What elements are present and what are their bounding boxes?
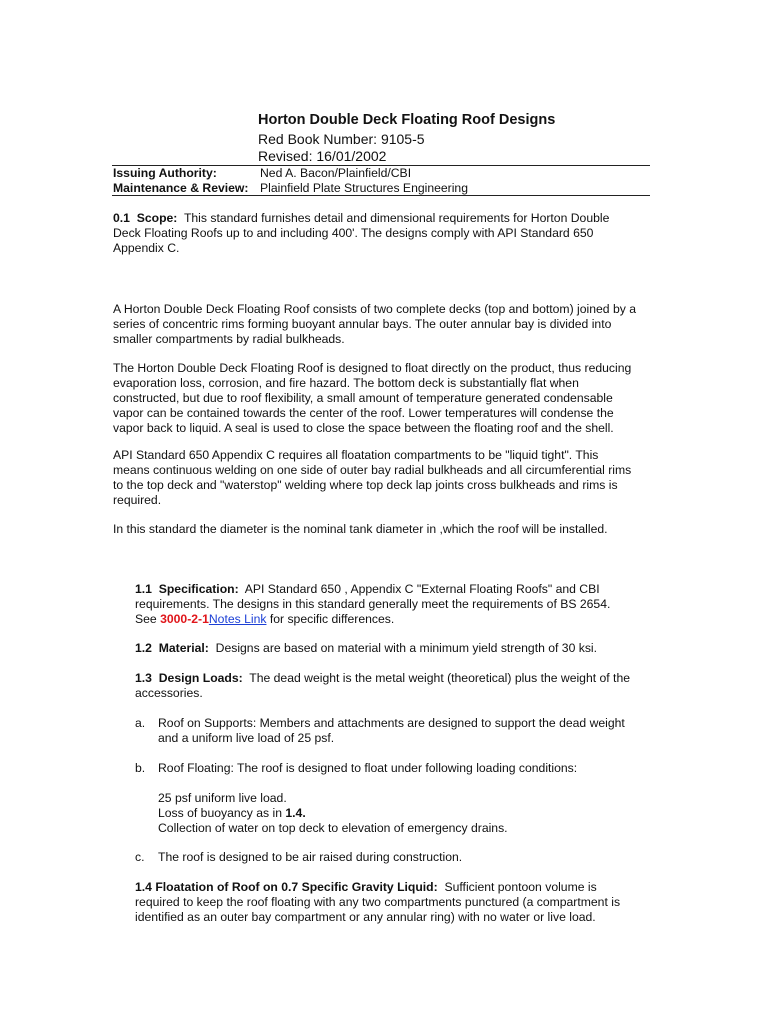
paragraph-line: smaller compartments by radial bulkheads. xyxy=(113,332,345,346)
scope-section xyxy=(113,211,609,256)
scope-line-2: Deck Floating Roofs up to and including 400'. The designs comply with API Standard 650 xyxy=(113,226,594,240)
item-b-marker: b. xyxy=(135,761,146,775)
revised-date: Revised: 16/01/2002 xyxy=(258,148,387,164)
loading-condition-item: 25 psf uniform live load. xyxy=(158,791,287,805)
paragraph-line: required. xyxy=(113,493,162,507)
standard-reference: 3000-2-1 xyxy=(160,612,209,626)
paragraph-liquid-tight xyxy=(113,448,631,508)
material-section xyxy=(135,641,597,656)
paragraph-line: evaporation loss, corrosion, and fire hazard. The bottom deck is substantially flat when xyxy=(113,376,579,390)
item-b-line: Roof Floating: The roof is designed to float under following loading conditions: xyxy=(158,761,578,775)
issuing-authority-label: Issuing Authority: xyxy=(113,166,217,180)
document-title: Horton Double Deck Floating Roof Designs xyxy=(258,112,556,128)
specification-section xyxy=(135,582,610,627)
material-number: 1.2 xyxy=(135,641,152,655)
specification-heading: Specification: xyxy=(158,582,239,596)
scope-line-3: Appendix C. xyxy=(113,241,180,255)
loading-condition-item: Loss of buoyancy as in xyxy=(158,806,286,820)
flotation-heading: 1.4 Floatation of Roof on 0.7 Specific Gravity Liquid: xyxy=(135,880,438,894)
paragraph-line: The Horton Double Deck Floating Roof is designed to float directly on the product, thus reducing xyxy=(113,361,632,375)
scope-line-1: This standard furnishes detail and dimensional requirements for Horton Double xyxy=(183,211,610,225)
paragraph-line: In this standard the diameter is the nominal tank diameter in ,which the roof will be installed. xyxy=(113,522,608,536)
specification-line-2: requirements. The designs in this standard generally meet the requirements of BS 2654. xyxy=(135,597,611,611)
paragraph-line: constructed, but due to roof flexibility, a small amount of temperature generated condensable xyxy=(113,391,613,405)
see-text: See xyxy=(135,612,161,626)
paragraph-diameter xyxy=(113,522,608,537)
specification-line-1: API Standard 650 , Appendix C "External Floating Roofs" and CBI xyxy=(244,582,600,596)
paragraph-line: vapor can be contained towards the center of the roof. Lower temperatures will condense the xyxy=(113,406,614,420)
flotation-line-2: required to keep the roof floating with any two compartments punctured (a compartment is xyxy=(135,895,621,909)
paragraph-line: A Horton Double Deck Floating Roof consists of two complete decks (top and bottom) joined by a xyxy=(113,302,636,316)
item-a-marker: a. xyxy=(135,716,146,730)
maintenance-review-label: Maintenance & Review: xyxy=(113,181,249,195)
paragraph-line: vapor back to liquid. A seal is used to close the space between the floating roof and the shell. xyxy=(113,421,614,435)
paragraph-roof-construction xyxy=(113,302,636,347)
item-a-line-2: and a uniform live load of 25 psf. xyxy=(158,731,335,745)
loading-conditions-list xyxy=(158,791,508,836)
item-a-text xyxy=(158,716,625,746)
scope-heading: Scope: xyxy=(136,211,178,225)
paragraph-line: to the top deck and "waterstop" welding where top deck lap joints cross bulkheads and rims is xyxy=(113,478,618,492)
flotation-line-3: identified as an outer bay compartment or any annular ring) with no water or live load. xyxy=(135,910,596,924)
flotation-section xyxy=(135,880,620,925)
material-text: Designs are based on material with a minimum yield strength of 30 ksi. xyxy=(215,641,598,655)
paragraph-roof-function xyxy=(113,361,631,436)
design-loads-line-2: accessories. xyxy=(135,686,203,700)
design-loads-line-1: The dead weight is the metal weight (theoretical) plus the weight of the xyxy=(249,671,631,685)
item-a-line-1: Roof on Supports: Members and attachments are designed to support the dead weight xyxy=(158,716,625,730)
design-loads-heading: Design Loads: xyxy=(158,671,243,685)
section-reference: 1.4. xyxy=(285,806,306,820)
item-c-marker: c. xyxy=(135,850,145,864)
flotation-line-1: Sufficient pontoon volume is xyxy=(444,880,597,894)
loading-condition-item: Collection of water on top deck to elevation of emergency drains. xyxy=(158,821,508,835)
paragraph-line: series of concentric rims forming buoyant annular bays. The outer annular bay is divided into xyxy=(113,317,612,331)
red-book-number: Red Book Number: 9105-5 xyxy=(258,131,425,147)
item-b-text xyxy=(158,761,577,776)
paragraph-line: means continuous welding on one side of outer bay radial bulkheads and all circumferential rims xyxy=(113,463,632,477)
scope-number: 0.1 xyxy=(113,211,130,225)
item-c-line: The roof is designed to be air raised during construction. xyxy=(158,850,463,864)
design-loads-number: 1.3 xyxy=(135,671,152,685)
issuing-authority-value: Ned A. Bacon/Plainfield/CBI xyxy=(260,166,412,180)
maintenance-review-value: Plainfield Plate Structures Engineering xyxy=(260,181,468,195)
item-c-text xyxy=(158,850,462,865)
specification-tail: for specific differences. xyxy=(266,612,395,626)
design-loads-section xyxy=(135,671,630,701)
header-divider-bottom xyxy=(112,195,650,196)
paragraph-line: API Standard 650 Appendix C requires all floatation compartments to be "liquid tight". This xyxy=(113,448,599,462)
notes-link[interactable]: Notes Link xyxy=(208,612,267,626)
specification-number: 1.1 xyxy=(135,582,152,596)
material-heading: Material: xyxy=(158,641,209,655)
